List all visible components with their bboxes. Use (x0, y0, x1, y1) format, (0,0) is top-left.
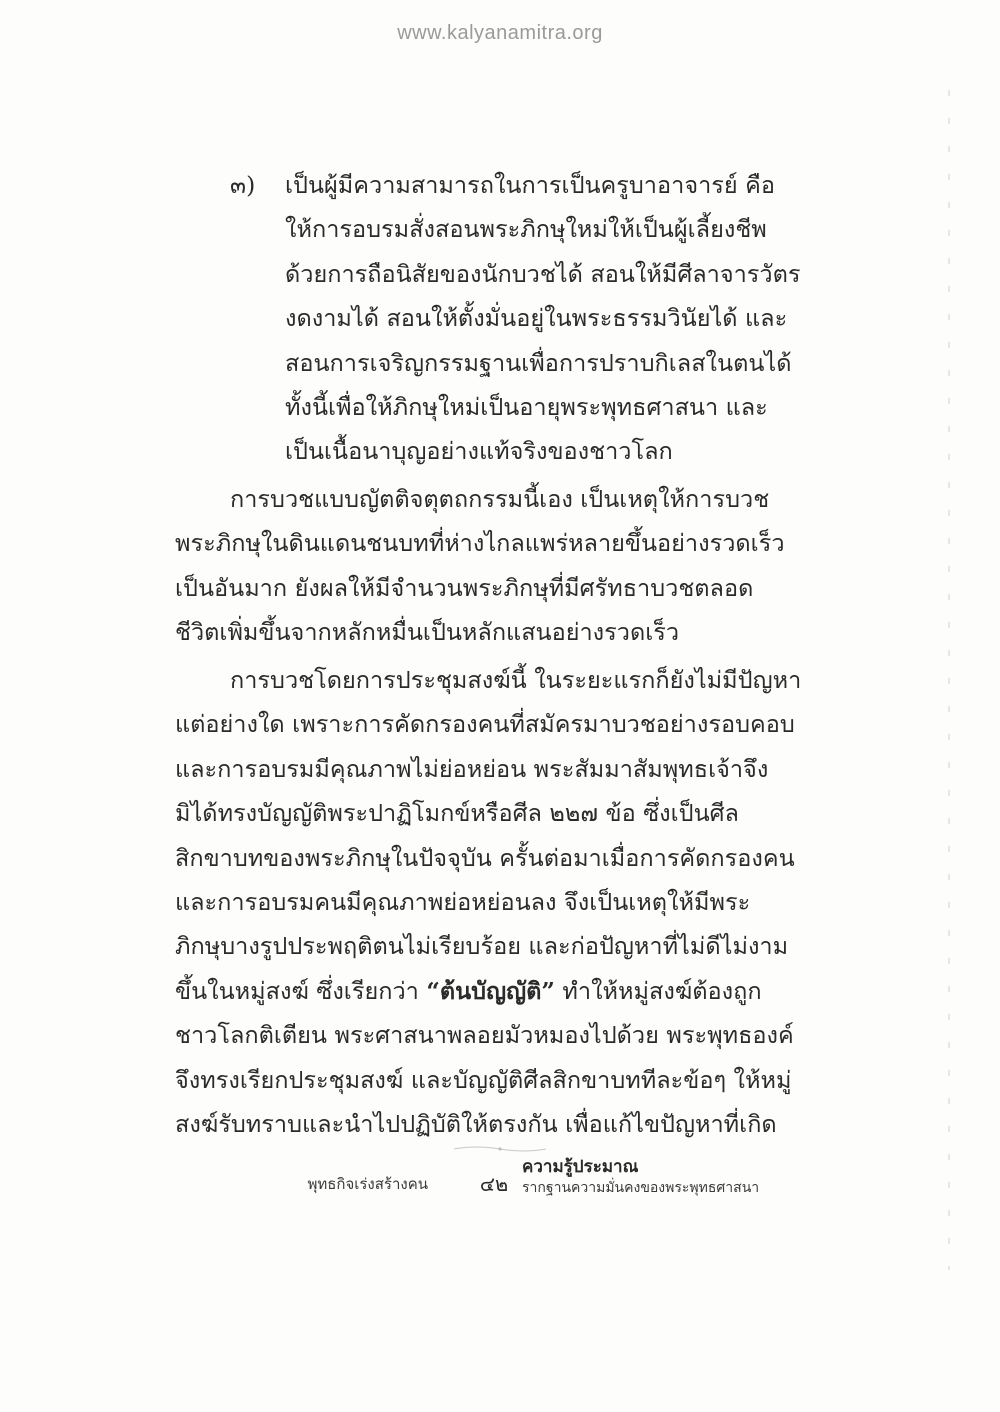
page-edge-marks (948, 90, 950, 1270)
text-line-with-bold-term (175, 969, 801, 1013)
page-number: ๔๒ (479, 1172, 509, 1196)
text-line: มิได้ทรงบัญญัติพระปาฏิโมกข์หรือศีล ๒๒๗ ข้อ ซึ่งเป็นศีล (175, 799, 739, 828)
text-line: ด้วยการถือนิสัยของนักบวชได้ สอนให้มีศีลาจารวัตร (285, 259, 801, 288)
text-line: พระภิกษุในดินแดนชนบทที่ห่างไกลแพร่หลายขึ้นอย่างรวดเร็ว (175, 529, 785, 558)
text-line: การบวชแบบญัตติจตุตถกรรมนี้เอง เป็นเหตุให้การบวช (230, 485, 770, 513)
text-line: การบวชโดยการประชุมสงฆ์นี้ ในระยะแรกก็ยังไม่มีปัญหา (230, 666, 802, 694)
list-item-text (285, 163, 801, 474)
text-line: สอนการเจริญกรรมฐานเพื่อการปราบกิเลสในตนได้ (285, 348, 792, 377)
footer-ornament (452, 1144, 548, 1154)
text-line: เป็นอันมาก ยังผลให้มีจำนวนพระภิกษุที่มีศรัทธาบวชตลอด (175, 573, 754, 602)
list-item-number: ๓) (230, 171, 256, 199)
bold-term: “ต้นบัญญัติ” (426, 976, 555, 1005)
text-line: และการอบรมคนมีคุณภาพย่อหย่อนลง จึงเป็นเหตุให้มีพระ (175, 887, 751, 916)
footer-section (522, 1156, 759, 1198)
text-line: ให้การอบรมสั่งสอนพระภิกษุใหม่ให้เป็นผู้เลี้ยงชีพ (285, 215, 767, 244)
text-line: เป็นเนื้อนาบุญอย่างแท้จริงของชาวโลก (285, 437, 673, 466)
text-line: ชีวิตเพิ่มขึ้นจากหลักหมื่นเป็นหลักแสนอย่างรวดเร็ว (175, 618, 680, 647)
text-line: ทั้งนี้เพื่อให้ภิกษุใหม่เป็นอายุพระพุทธศาสนา และ (285, 392, 768, 421)
text-line: จึงทรงเรียกประชุมสงฆ์ และบัญญัติศีลสิกขาบททีละข้อๆ ให้หมู่ (175, 1065, 792, 1094)
text-line: สิกขาบทของพระภิกษุในปัจจุบัน ครั้นต่อมาเมื่อการคัดกรองคน (175, 843, 795, 872)
text-line: เป็นผู้มีความสามารถในการเป็นครูบาอาจารย์ คือ (285, 171, 775, 199)
watermark-url: www.kalyanamitra.org (397, 22, 603, 44)
text-line: แต่อย่างใด เพราะการคัดกรองคนที่สมัครมาบวชอย่างรอบคอบ (175, 710, 795, 739)
text-line: และการอบรมมีคุณภาพไม่ย่อหย่อน พระสัมมาสัมพุทธเจ้าจึง (175, 754, 769, 783)
text-line: ภิกษุบางรูปประพฤติตนไม่เรียบร้อย และก่อปัญหาที่ไม่ดีไม่งาม (175, 932, 789, 961)
footer-section-subtitle: รากฐานความมั่นคงของพระพุทธศาสนา (522, 1180, 760, 1196)
text-line: ชาวโลกติเตียน พระศาสนาพลอยมัวหมองไปด้วย พระพุทธองค์ (175, 1021, 794, 1050)
footer-book-title: พุทธกิจเร่งสร้างคน (307, 1175, 428, 1193)
text-line: สงฆ์รับทราบและนำไปปฏิบัติให้ตรงกัน เพื่อแก้ไขปัญหาที่เกิด (175, 1109, 777, 1138)
text-segment: ขึ้นในหมู่สงฆ์ ซึ่งเรียกว่า (175, 976, 427, 1005)
paragraph-2 (175, 658, 801, 1146)
footer-section-title: ความรู้ประมาณ (522, 1157, 639, 1177)
text-segment: ทำให้หมู่สงฆ์ต้องถูก (554, 976, 762, 1005)
text-line: งดงามได้ สอนให้ตั้งมั่นอยู่ในพระธรรมวินัยได้ และ (285, 304, 788, 333)
paragraph-1 (175, 477, 785, 655)
